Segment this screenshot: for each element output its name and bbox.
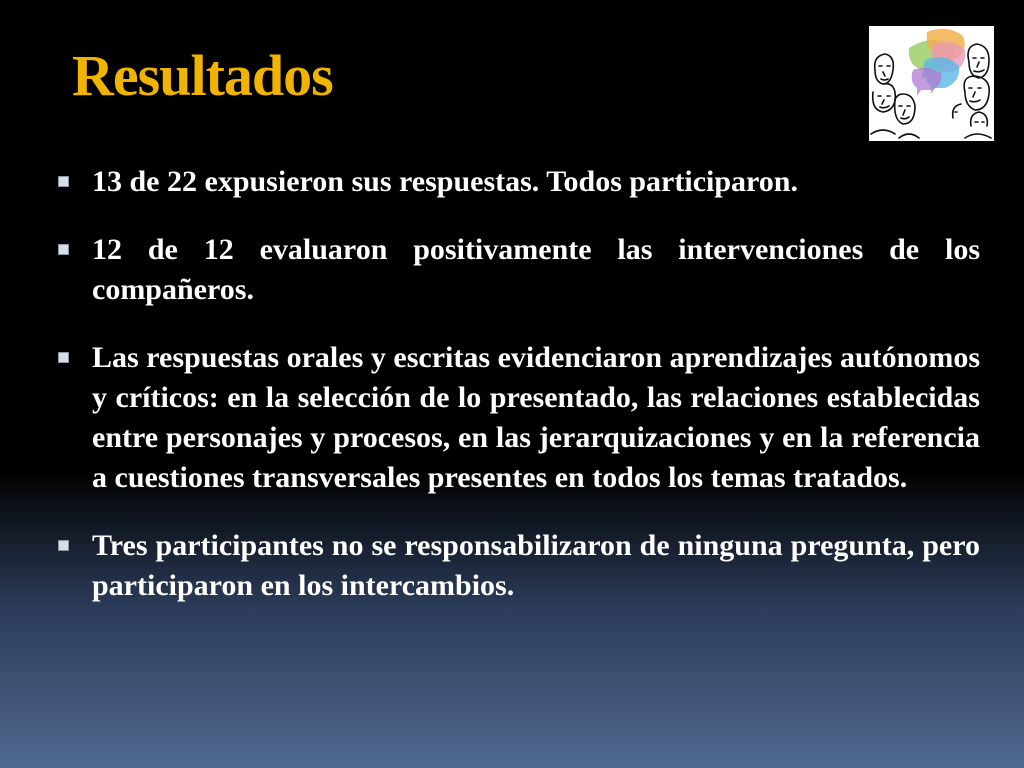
square-bullet-icon bbox=[58, 540, 69, 551]
square-bullet-icon bbox=[58, 244, 69, 255]
bullet-item bbox=[56, 230, 980, 310]
discussion-group-speech-bubbles-icon bbox=[869, 26, 994, 141]
slide-title: Resultados bbox=[72, 43, 333, 108]
bullet-item bbox=[56, 526, 980, 606]
square-bullet-icon bbox=[58, 176, 69, 187]
bullet-item bbox=[56, 338, 980, 498]
bullet-text: Las respuestas orales y escritas evidenciaron aprendizajes autónomos y críticos: en la selección de lo presentado, las relaciones establecidas entre personajes y procesos, en las jerarquizaciones y en la referencia a cuestiones transversales presentes en todos los temas tratados. bbox=[92, 341, 980, 494]
bullet-text: 13 de 22 expusieron sus respuestas. Todos participaron. bbox=[92, 165, 798, 198]
bullet-text: 12 de 12 evaluaron positivamente las intervenciones de los compañeros. bbox=[92, 233, 980, 306]
bullet-item bbox=[56, 162, 980, 202]
bullet-text: Tres participantes no se responsabilizaron de ninguna pregunta, pero participaron en los intercambios. bbox=[92, 529, 980, 602]
square-bullet-icon bbox=[58, 352, 69, 363]
bullet-list bbox=[56, 162, 980, 634]
